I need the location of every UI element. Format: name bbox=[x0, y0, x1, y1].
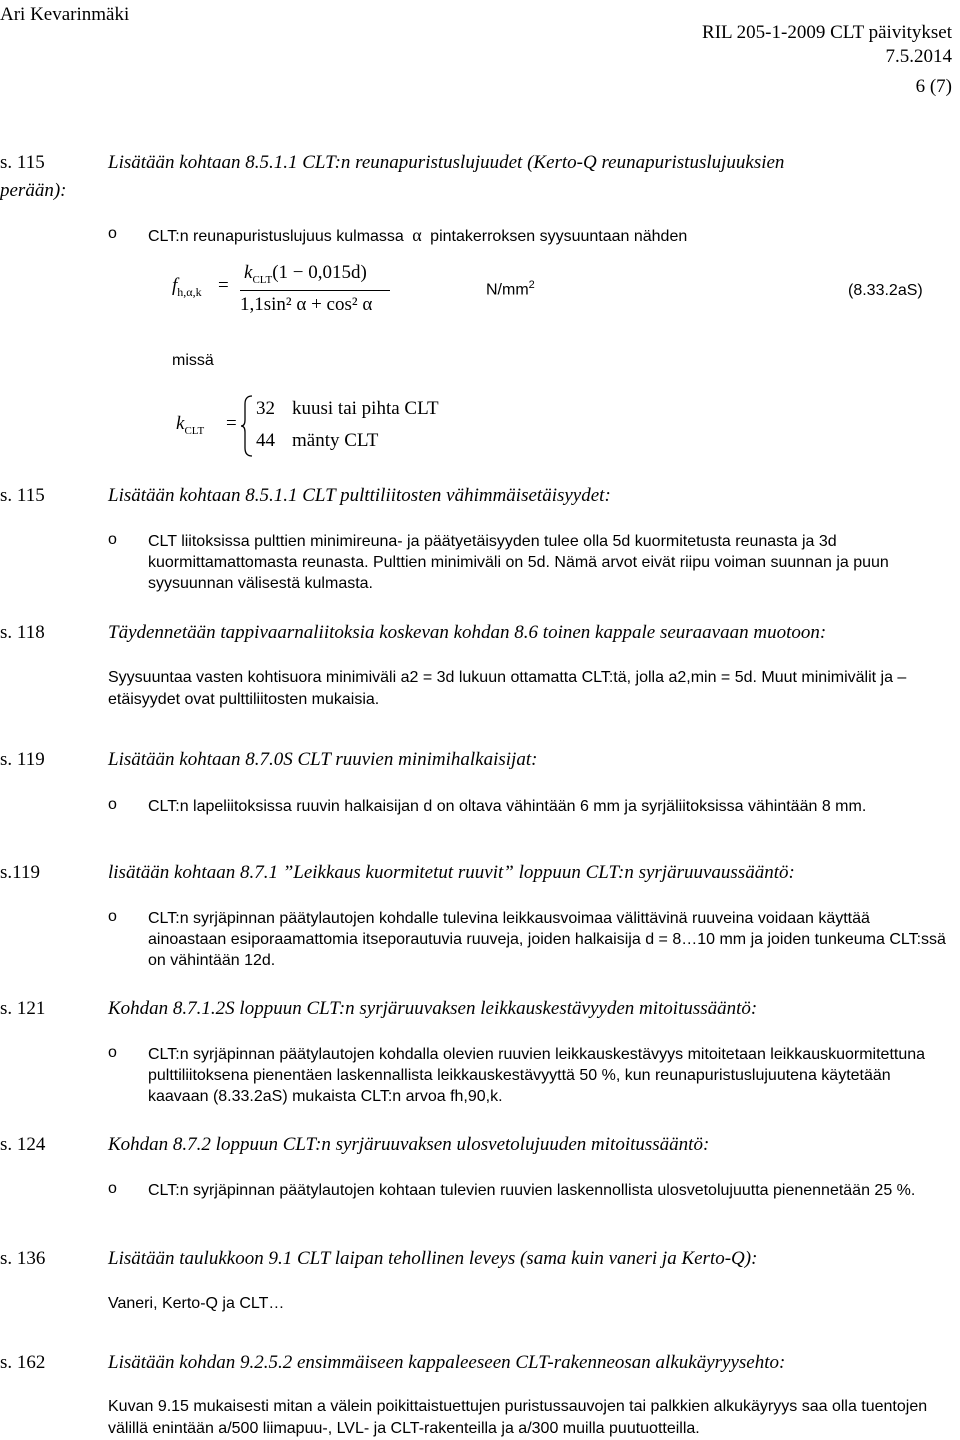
k-subscript: CLT bbox=[184, 424, 205, 437]
numerator-rest: (1 − 0,015d) bbox=[272, 262, 367, 283]
k-subscript: CLT bbox=[252, 273, 273, 286]
f-symbol: f bbox=[172, 275, 178, 296]
page-number: 6 (7) bbox=[915, 76, 952, 97]
section-heading: Lisätään kohdan 9.2.5.2 ensimmäiseen kappaleeseen CLT-rakenneosan alkukäyryysehto: bbox=[108, 1352, 786, 1373]
paragraph-text: Syysuuntaa vasten kohtisuora minimiväli a2 = 3d lukuun ottamatta CLT:tä, jolla a2,min = 5d. Muut minimivälit ja –etäisyydet ovat pulttiliitosten mukaisia. bbox=[108, 669, 907, 708]
bullet-marker: o bbox=[108, 225, 117, 242]
f-subscript: h,α,k bbox=[177, 284, 202, 299]
k-symbol: k bbox=[244, 262, 253, 283]
bullet-text: CLT liitoksissa pulttien minimireuna- ja päätyetäisyyden tulee olla 5d kuormitetusta reunasta ja 3d kuormittamattomasta reunasta. Pulttien minimiväli on 5d. Nämä arvot eivät riipu voiman suunnan ja puun syysuunnan välisestä kulmasta. bbox=[148, 533, 889, 592]
formula-numerator bbox=[244, 262, 367, 286]
kclt-lhs bbox=[176, 413, 204, 437]
section-heading: Täydennetään tappivaarnaliitoksia koskevan kohdan 8.6 toinen kappale seuraavaan muotoon: bbox=[108, 622, 827, 643]
text-after: pintakerroksen syysuuntaan nähden bbox=[430, 228, 688, 245]
section-ref: s. 115 bbox=[0, 152, 45, 173]
paragraph-text: Vaneri, Kerto-Q ja CLT… bbox=[108, 1295, 285, 1312]
text: CLT:n reunapuristuslujuus kulmassa bbox=[148, 228, 404, 245]
formula-denominator: 1,1sin² α + cos² α bbox=[240, 294, 373, 315]
bullet-text: CLT:n syrjäpinnan päätylautojen kohdalle tulevina leikkausvoimaa välittävinä ruuveina voidaan käyttää ainoastaan esiporaamattomia itseporautuvia ruuveja, joiden halkaisija d = 8…10 mm ja joiden tunkeuma CLT:ssä on vähintään 12d. bbox=[148, 910, 946, 969]
section-heading-cont: perään): bbox=[0, 180, 67, 201]
section-heading: Kohdan 8.7.1.2S loppuun CLT:n syrjäruuvaksen leikkauskestävyyden mitoitussääntö: bbox=[108, 998, 758, 1019]
section-heading: Lisätään kohtaan 8.5.1.1 CLT:n reunapuristuslujuudet (Kerto-Q reunapuristuslujuuksien bbox=[108, 152, 785, 173]
section-ref: s. 121 bbox=[0, 998, 46, 1019]
section-heading: lisätään kohtaan 8.7.1 ”Leikkaus kuormitetut ruuvit” loppuun CLT:n syrjäruuvaussääntö: bbox=[108, 862, 795, 883]
section-ref: s. 119 bbox=[0, 749, 45, 770]
bullet-marker: o bbox=[108, 1044, 117, 1061]
doc-date: 7.5.2014 bbox=[885, 46, 952, 67]
section-ref: s. 124 bbox=[0, 1134, 46, 1155]
formula-unit bbox=[486, 279, 535, 299]
case2-value: 44 bbox=[256, 430, 275, 451]
missa-label: missä bbox=[172, 352, 214, 369]
section-ref: s. 115 bbox=[0, 485, 45, 506]
case1-text: kuusi tai pihta CLT bbox=[292, 398, 439, 419]
bullet-marker: o bbox=[108, 796, 117, 813]
bullet-marker: o bbox=[108, 908, 117, 925]
equation-number: (8.33.2aS) bbox=[848, 282, 923, 299]
case1-value: 32 bbox=[256, 398, 275, 419]
paragraph-text: Kuvan 9.15 mukaisesti mitan a välein poikittaistuettujen puristussauvojen tai palkkien alkukäyryys saa olla tuentojen välillä enintään a/500 liimapuu-, LVL- ja CLT-rakenteilla ja a/300 muilla puutuotteilla. bbox=[108, 1398, 928, 1437]
section-heading: Lisätään taulukkoon 9.1 CLT laipan tehollinen leveys (sama kuin vaneri ja Kerto-Q): bbox=[108, 1248, 758, 1269]
doc-title: RIL 205-1-2009 CLT päivitykset bbox=[702, 22, 952, 43]
formula-equals: = bbox=[218, 275, 229, 296]
section-heading: Lisätään kohtaan 8.7.0S CLT ruuvien minimihalkaisijat: bbox=[108, 749, 538, 770]
bullet-text bbox=[148, 225, 687, 246]
bullet-marker: o bbox=[108, 1180, 117, 1197]
section-ref: s. 136 bbox=[0, 1248, 46, 1269]
section-ref: s. 162 bbox=[0, 1352, 46, 1373]
formula-lhs bbox=[172, 275, 202, 300]
bullet-text: CLT:n syrjäpinnan päätylautojen kohtaan tulevien ruuvien laskennollista ulosvetolujuutta pienennetään 25 %. bbox=[148, 1182, 916, 1199]
brace-icon bbox=[240, 394, 254, 458]
fraction-bar bbox=[240, 290, 390, 291]
section-ref: s.119 bbox=[0, 862, 40, 883]
bullet-text: CLT:n syrjäpinnan päätylautojen kohdalla olevien ruuvien leikkauskestävyys mitoitetaan leikkauskuormitettuna pulttiliitoksena pienentäen laskennallista leikkauskestävyyttä 50 %, kun reunapuristuslujuutena käytetään kaavaan (8.33.2aS) mukaista CLT:n arvoa fh,90,k. bbox=[148, 1046, 926, 1105]
k-symbol: k bbox=[176, 413, 185, 434]
kclt-equals: = bbox=[226, 413, 237, 434]
bullet-marker: o bbox=[108, 531, 117, 548]
unit-sup: 2 bbox=[528, 279, 535, 291]
section-heading: Kohdan 8.7.2 loppuun CLT:n syrjäruuvaksen ulosvetolujuuden mitoitussääntö: bbox=[108, 1134, 710, 1155]
case2-text: mänty CLT bbox=[292, 430, 379, 451]
bullet-text: CLT:n lapeliitoksissa ruuvin halkaisijan d on oltava vähintään 6 mm ja syrjäliitoksissa vähintään 8 mm. bbox=[148, 798, 867, 815]
author: Ari Kevarinmäki bbox=[0, 4, 130, 25]
section-heading: Lisätään kohtaan 8.5.1.1 CLT pulttiliitosten vähimmäisetäisyydet: bbox=[108, 485, 611, 506]
alpha-symbol: α bbox=[412, 225, 422, 245]
section-ref: s. 118 bbox=[0, 622, 45, 643]
unit: N/mm bbox=[486, 281, 529, 299]
